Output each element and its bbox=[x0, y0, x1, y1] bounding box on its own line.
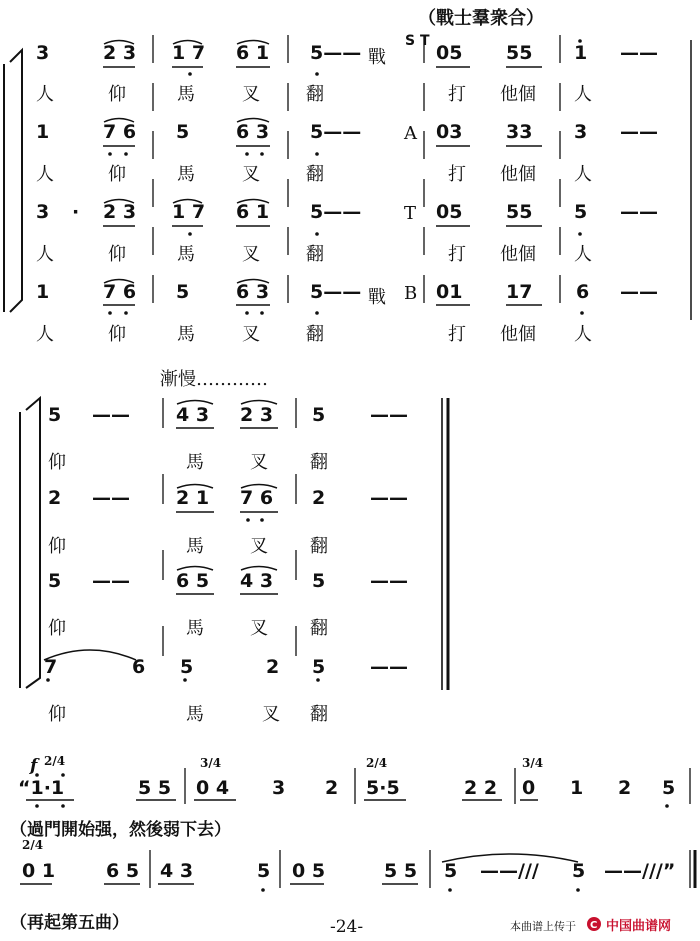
note: —— bbox=[370, 487, 408, 509]
note: 17 bbox=[506, 281, 533, 303]
lyric: 翻 bbox=[306, 244, 324, 265]
note: 2 bbox=[312, 487, 326, 509]
lyric: 翻 bbox=[310, 536, 328, 557]
lyric: 馬 bbox=[177, 324, 195, 345]
lyric: 翻 bbox=[310, 704, 328, 725]
note: 33 bbox=[506, 121, 533, 143]
note: 6 3 bbox=[236, 121, 270, 143]
note: 7 6 bbox=[240, 487, 274, 509]
note: 7 bbox=[44, 656, 58, 678]
note: 03 bbox=[436, 121, 463, 143]
note: 2 bbox=[48, 487, 62, 509]
lyric: 打 bbox=[448, 164, 466, 185]
note: “1·1 bbox=[18, 777, 65, 799]
lyric: 馬 bbox=[186, 536, 204, 557]
lyric: 馬 bbox=[177, 244, 195, 265]
site-name[interactable]: 中国曲谱网 bbox=[606, 919, 672, 934]
note: 5—— bbox=[310, 281, 362, 303]
note: 6 bbox=[132, 656, 146, 678]
lyric: 仰 bbox=[48, 704, 66, 725]
note: 2 3 bbox=[103, 201, 137, 223]
note: —— bbox=[620, 121, 658, 143]
note: 2 bbox=[266, 656, 280, 678]
note: —— bbox=[370, 404, 408, 426]
site-logo-icon bbox=[586, 916, 604, 932]
lyric: 叉 bbox=[242, 244, 260, 265]
note: ——///” bbox=[604, 860, 676, 882]
note: —— bbox=[92, 404, 130, 426]
lyric: 打 bbox=[448, 244, 466, 265]
time-signature: 2/4 bbox=[22, 838, 44, 852]
note: 3 bbox=[36, 42, 50, 64]
note: 6 5 bbox=[176, 570, 210, 592]
note: 3 bbox=[272, 777, 286, 799]
voice-note: （戰士羣衆合） bbox=[418, 8, 544, 29]
note: 1 7 bbox=[172, 201, 206, 223]
lyric: 仰 bbox=[108, 244, 126, 265]
lyric: 人 bbox=[574, 324, 592, 345]
voice-prefix: 戰 bbox=[368, 287, 386, 308]
time-signature: 2/4 bbox=[366, 756, 388, 770]
note: 0 1 bbox=[22, 860, 56, 882]
lyric: 翻 bbox=[310, 452, 328, 473]
time-signature: 3/4 bbox=[522, 756, 544, 770]
lyric: 人 bbox=[36, 84, 54, 105]
note: 4 3 bbox=[160, 860, 194, 882]
time-signature: 3/4 bbox=[200, 756, 222, 770]
dot: · bbox=[72, 201, 80, 223]
note: 5 bbox=[48, 404, 62, 426]
interlude-note: （再起第五曲） bbox=[10, 913, 129, 933]
svg-text:C: C bbox=[590, 920, 598, 931]
note: 5 bbox=[572, 860, 586, 882]
note: 1 bbox=[36, 281, 50, 303]
lyric: 馬 bbox=[186, 452, 204, 473]
note: 5 5 bbox=[384, 860, 418, 882]
lyric: 仰 bbox=[108, 324, 126, 345]
note: 5 bbox=[48, 570, 62, 592]
dynamic-marking: f bbox=[30, 756, 38, 776]
note: —— bbox=[370, 656, 408, 678]
note: 2 1 bbox=[176, 487, 210, 509]
lyric: 人 bbox=[36, 324, 54, 345]
lyric: 人 bbox=[36, 164, 54, 185]
note: 0 bbox=[522, 777, 536, 799]
note: ——/// bbox=[480, 860, 539, 882]
note: 5 bbox=[180, 656, 194, 678]
voice-label: A bbox=[404, 123, 417, 144]
note: 3 bbox=[574, 121, 588, 143]
note: 5·5 bbox=[366, 777, 400, 799]
lyric: 人 bbox=[574, 164, 592, 185]
note: 5 bbox=[312, 570, 326, 592]
lyric: 人 bbox=[574, 244, 592, 265]
note: —— bbox=[92, 570, 130, 592]
note: 5 bbox=[176, 281, 190, 303]
lyric: 翻 bbox=[306, 164, 324, 185]
lyric: 叉 bbox=[250, 452, 268, 473]
note: 01 bbox=[436, 281, 463, 303]
note: 5—— bbox=[310, 201, 362, 223]
lyric: 馬 bbox=[177, 84, 195, 105]
note: —— bbox=[620, 281, 658, 303]
note: 0 5 bbox=[292, 860, 326, 882]
note: 6 1 bbox=[236, 42, 270, 64]
note: 5 bbox=[176, 121, 190, 143]
lyric: 人 bbox=[36, 244, 54, 265]
note: 7 6 bbox=[103, 281, 137, 303]
note: 55 bbox=[506, 42, 533, 64]
note: 5—— bbox=[310, 121, 362, 143]
lyric: 叉 bbox=[250, 618, 268, 639]
note: 5—— bbox=[310, 42, 362, 64]
note: —— bbox=[92, 487, 130, 509]
tempo-marking: 漸慢………… bbox=[160, 369, 268, 390]
note: —— bbox=[620, 201, 658, 223]
note: 5 bbox=[312, 656, 326, 678]
note: —— bbox=[620, 42, 658, 64]
lyric: 他個 bbox=[500, 324, 536, 345]
note: 7 6 bbox=[103, 121, 137, 143]
lyric: 叉 bbox=[250, 536, 268, 557]
note: 2 3 bbox=[240, 404, 274, 426]
note: 3 bbox=[36, 201, 50, 223]
lyric: 他個 bbox=[500, 84, 536, 105]
note: —— bbox=[370, 570, 408, 592]
note: 05 bbox=[436, 42, 463, 64]
lyric: 他個 bbox=[500, 244, 536, 265]
note: 5 5 bbox=[138, 777, 172, 799]
note: 6 1 bbox=[236, 201, 270, 223]
lyric: 仰 bbox=[48, 536, 66, 557]
voice-label: B bbox=[404, 283, 418, 304]
lyric: 叉 bbox=[262, 704, 280, 725]
lyric: 仰 bbox=[48, 452, 66, 473]
voice-label: T bbox=[404, 203, 417, 224]
lyric: 仰 bbox=[108, 164, 126, 185]
lyric: 他個 bbox=[500, 164, 536, 185]
lyric: 馬 bbox=[177, 164, 195, 185]
note: 4 3 bbox=[176, 404, 210, 426]
lyric: 翻 bbox=[310, 618, 328, 639]
note: 6 bbox=[576, 281, 590, 303]
note: 5 bbox=[444, 860, 458, 882]
note: 2 2 bbox=[464, 777, 498, 799]
lyric: 叉 bbox=[242, 164, 260, 185]
note: 1 bbox=[574, 42, 588, 64]
interlude-note: （過門開始强，然後弱下去） bbox=[10, 820, 231, 840]
lyric: 馬 bbox=[186, 704, 204, 725]
note: 2 3 bbox=[103, 42, 137, 64]
time-signature: 2/4 bbox=[44, 754, 66, 768]
lyric: 翻 bbox=[306, 84, 324, 105]
note: 1 bbox=[570, 777, 584, 799]
lyric: 翻 bbox=[306, 324, 324, 345]
note: 2 bbox=[325, 777, 339, 799]
voice-prefix: 戰 bbox=[368, 47, 386, 68]
note: 5 bbox=[312, 404, 326, 426]
lyric: 叉 bbox=[242, 84, 260, 105]
voice-label: S T bbox=[405, 33, 430, 49]
lyric: 仰 bbox=[108, 84, 126, 105]
note: 1 7 bbox=[172, 42, 206, 64]
note: 0 4 bbox=[196, 777, 230, 799]
lyric: 馬 bbox=[186, 618, 204, 639]
lyric: 打 bbox=[448, 84, 466, 105]
lyric: 仰 bbox=[48, 618, 66, 639]
note: 55 bbox=[506, 201, 533, 223]
lyric: 叉 bbox=[242, 324, 260, 345]
note: 1 bbox=[36, 121, 50, 143]
page-number: -24- bbox=[330, 917, 364, 937]
upload-text: 本曲谱上传于 bbox=[510, 920, 576, 933]
note: 05 bbox=[436, 201, 463, 223]
note: 6 5 bbox=[106, 860, 140, 882]
lyric: 打 bbox=[448, 324, 466, 345]
lyric: 人 bbox=[574, 84, 592, 105]
note: 5 bbox=[574, 201, 588, 223]
note: 4 3 bbox=[240, 570, 274, 592]
note: 6 3 bbox=[236, 281, 270, 303]
note: 2 bbox=[618, 777, 632, 799]
note: 5 bbox=[257, 860, 271, 882]
note: 5 bbox=[662, 777, 676, 799]
